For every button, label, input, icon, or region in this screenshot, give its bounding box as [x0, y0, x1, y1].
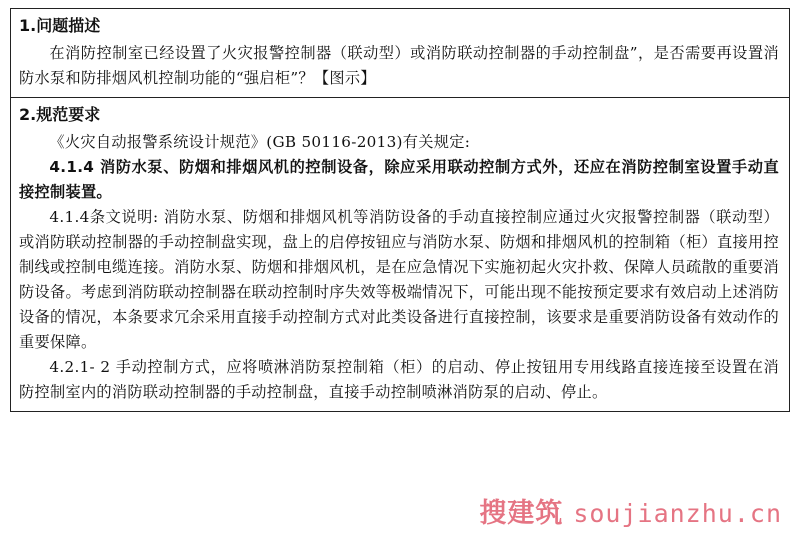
requirement-section: [11, 98, 789, 411]
problem-section: [11, 9, 789, 98]
watermark-url: soujianzhu.cn: [573, 499, 782, 528]
watermark: [479, 491, 782, 530]
clause-4-1-4: 4.1.4 消防水泵、防烟和排烟风机的控制设备，除应采用联动控制方式外，还应在消防控制室设置手动直接控制装置。: [19, 158, 779, 201]
requirement-title: 2.规范要求: [19, 105, 101, 124]
document-table: [10, 8, 790, 412]
clause-4-1-4-explanation: 4.1.4条文说明: 消防水泵、防烟和排烟风机等消防设备的手动直接控制应通过火灾报警控制器（联动型）或消防联动控制器的手动控制盘实现，盘上的启停按钮应与消防水泵、防烟和排烟风机的控制箱（柜）直接用控制线或控制电缆连接。消防水泵、防烟和排烟风机，是在应急情况下实施初起火灾扑救、保障人员疏散的重要消防设备。考虑到消防联动控制器在联动控制时序失效等极端情况下，可能出现不能按预定要求有效启动上述消防设备的情况，本条要求冗余采用直接手动控制方式对此类设备进行直接控制，该要求是重要消防设备有效动作的重要保障。: [19, 208, 779, 351]
watermark-cn: 搜建筑: [479, 498, 564, 529]
clause-4-2-1-2: 4.2.1- 2 手动控制方式，应将喷淋消防泵控制箱（柜）的启动、停止按钮用专用线路直接连接至设置在消防控制室内的消防联动控制器的手动控制盘，直接手动控制喷淋消防泵的启动、停止。: [19, 358, 779, 401]
code-reference: 《火灾自动报警系统设计规范》(GB 50116-2013)有关规定:: [49, 133, 471, 151]
problem-text: 在消防控制室已经设置了火灾报警控制器（联动型）或消防联动控制器的手动控制盘”，是否需要再设置消防水泵和防排烟风机控制功能的“强启柜”？【图示】: [19, 44, 779, 87]
problem-title: 1.问题描述: [19, 16, 101, 35]
